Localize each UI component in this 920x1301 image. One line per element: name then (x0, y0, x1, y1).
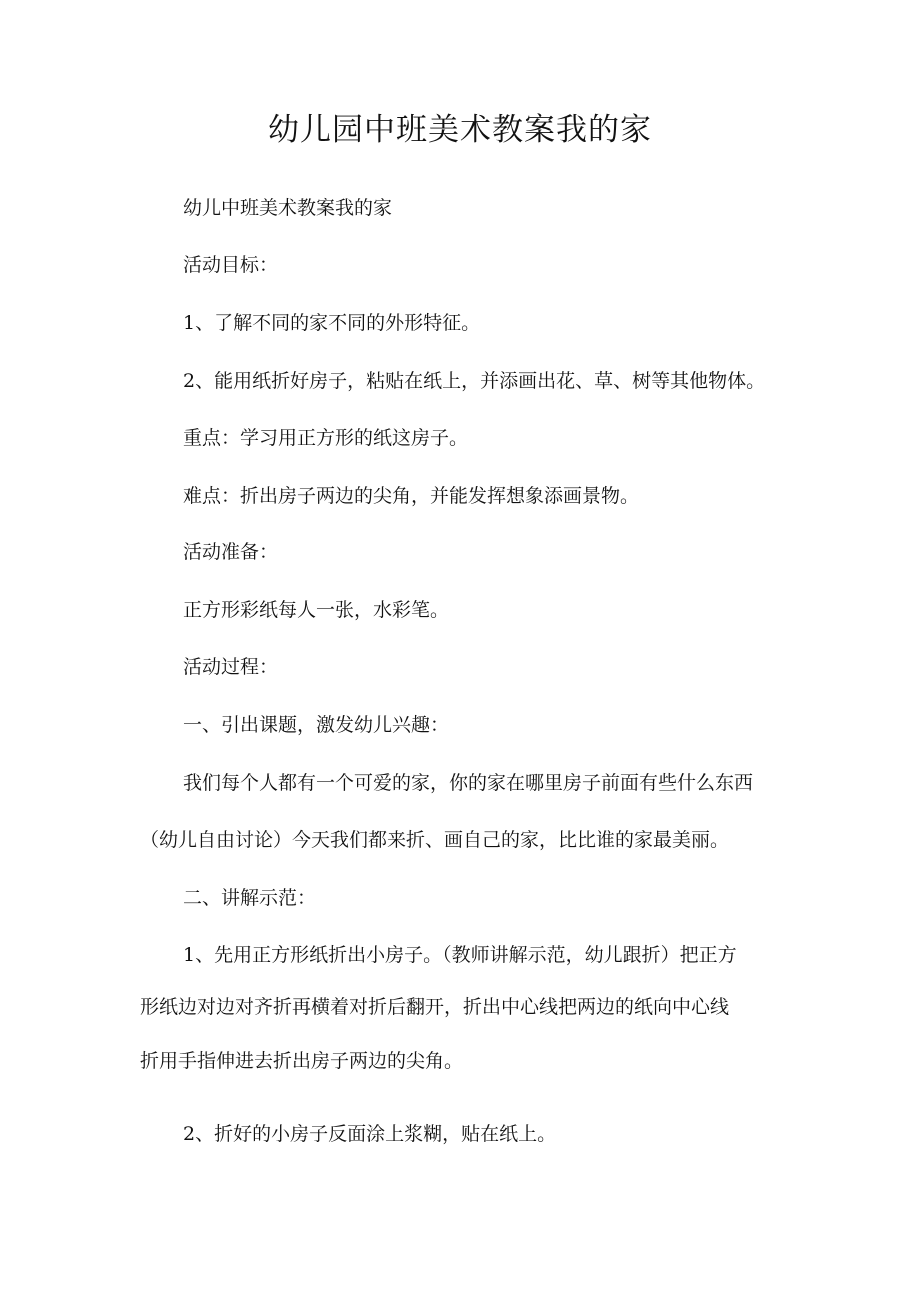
paragraph-line: 我们每个人都有一个可爱的家，你的家在哪里房子前面有些什么东西 (183, 772, 754, 794)
process-heading: 活动过程： (183, 656, 279, 678)
paragraph-line: 形纸边对边对齐折再横着对折后翻开，折出中心线把两边的纸向中心线 (140, 996, 730, 1018)
paragraph-line: （幼儿自由讨论）今天我们都来折、画自己的家，比比谁的家最美丽。 (140, 829, 730, 851)
paragraph-line: 2、折好的小房子反面涂上浆糊，贴在纸上。 (183, 1123, 557, 1145)
preparation-heading: 活动准备： (183, 541, 279, 563)
paragraph-line: 折用手指伸进去折出房子两边的尖角。 (140, 1050, 464, 1072)
preparation-line: 正方形彩纸每人一张，水彩笔。 (183, 599, 450, 621)
objectives-heading: 活动目标： (183, 254, 279, 276)
difficulty-line: 难点：折出房子两边的尖角，并能发挥想象添画景物。 (183, 485, 640, 507)
paragraph-line: 1、先用正方形纸折出小房子。（教师讲解示范，幼儿跟折）把正方 (183, 944, 737, 966)
section-one-heading: 一、引出课题，激发幼儿兴趣： (183, 714, 450, 736)
subtitle-line: 幼儿中班美术教案我的家 (183, 197, 393, 219)
section-two-heading: 二、讲解示范： (183, 887, 317, 909)
key-point-line: 重点：学习用正方形的纸这房子。 (183, 427, 469, 449)
document-title: 幼儿园中班美术教案我的家 (268, 112, 652, 148)
objective-item-1: 1、了解不同的家不同的外形特征。 (183, 312, 481, 334)
objective-item-2: 2、能用纸折好房子，粘贴在纸上，并添画出花、草、树等其他物体。 (183, 370, 766, 392)
